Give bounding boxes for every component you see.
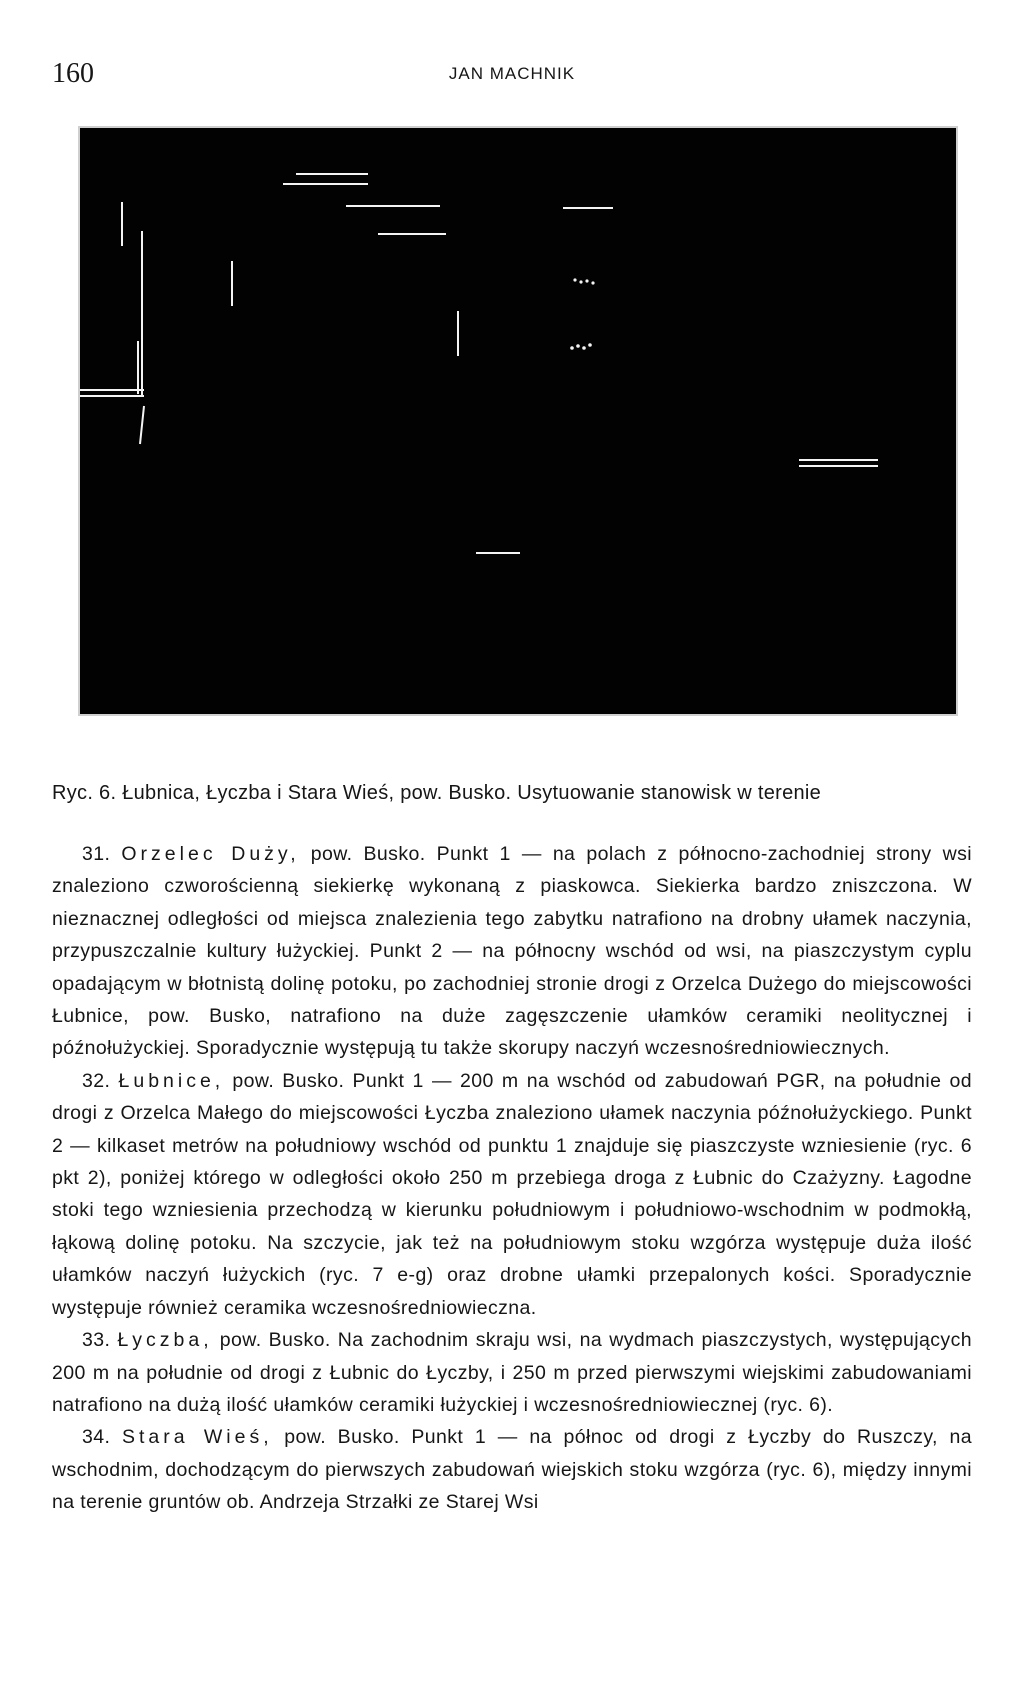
paragraph-text: pow. Busko. Punkt 1 — na polach z północno-zachodniej strony wsi znaleziono czworościenną siekierkę wykonaną z piaskowca. Siekierka bardzo zniszczona. W nieznacznej odległości od miejsca znalezienia tego zabytku natrafiono na drobny ułamek naczynia, przypuszczalnie kultury łużyckiej. Punkt 2 — na północny wschód od wsi, na piaszczystym cyplu opadającym w błotnistą dolinę potoku, po zachodniej stronie drogi z Orzelca Dużego do miejscowości Łubnice, pow. Busko, natrafiono na duże zagęszczenie ułamków ceramiki neolitycznej i późnołużyckiej. Sporadycznie występują tu także skorupy naczyń wczesnośredniowiecznych.	[52, 843, 973, 1060]
place-name: Orzelec Duży,	[121, 843, 300, 865]
paragraph-text: pow. Busko. Na zachodnim skraju wsi, na wydmach piaszczystych, występujących 200 m na południe od drogi z Łubnic do Łyczby, i 250 m przed pierwszymi wiejskimi zabudowaniami natrafiono na dużą ilość ułamków ceramiki łużyckiej i wczesnośredniowiecznej (ryc. 6).	[52, 1329, 972, 1416]
paragraph-text: pow. Busko. Punkt 1 — na północ od drogi z Łyczby do Ruszczy, na wschodnim, dochodzącym do pierwszych zabudowań wiejskich stoku wzgórza (ryc. 6), między innymi na terenie gruntów ob. Andrzeja Strzałki ze Starej Wsi	[52, 1426, 972, 1514]
figure-photo	[78, 126, 958, 716]
paragraph-33	[52, 1324, 972, 1421]
photo-image	[78, 126, 958, 716]
figure-caption: Ryc. 6. Łubnica, Łyczba i Stara Wieś, pow. Busko. Usytuowanie stanowisk w terenie	[52, 782, 822, 804]
paragraph-text: pow. Busko. Punkt 1 — 200 m na wschód od zabudowań PGR, na południe od drogi z Orzelca Małego do miejscowości Łyczba znaleziono ułamek naczynia późnołużyckiego. Punkt 2 — kilkaset metrów na południowy wschód od punktu 1 znajduje się piaszczyste wzniesienie (ryc. 6 pkt 2), poniżej którego w odległości około 250 m przebiega droga z Łubnic do Czażyzny. Łagodne stoki tego wzniesienia przechodzą w kierunku południowym i południowo-wschodnim w podmokłą, łąkową dolinę potoku. Na szczycie, jak też na południowym stoku wzgórza występuje duża ilość ułamków naczyń łużyckich (ryc. 7 e-g) oraz drobne ułamki przepalonych kości. Sporadycznie występuje również ceramika wczesnośredniowieczna.	[52, 1069, 972, 1319]
entry-number: 32.	[82, 1069, 111, 1092]
entry-number: 34.	[82, 1426, 111, 1449]
paragraph-32	[52, 1065, 972, 1324]
article-body	[52, 838, 972, 1519]
place-name: Łyczba,	[117, 1329, 213, 1352]
page-header	[52, 58, 972, 98]
entry-number: 33.	[82, 1329, 111, 1352]
running-head: JAN MACHNIK	[448, 64, 576, 83]
paragraph-34	[52, 1421, 972, 1518]
page-number: 160	[52, 58, 94, 89]
place-name: Stara Wieś,	[121, 1426, 273, 1449]
paragraph-31	[52, 838, 972, 1065]
place-name: Łubnice,	[118, 1069, 225, 1092]
entry-number: 31.	[82, 843, 111, 865]
